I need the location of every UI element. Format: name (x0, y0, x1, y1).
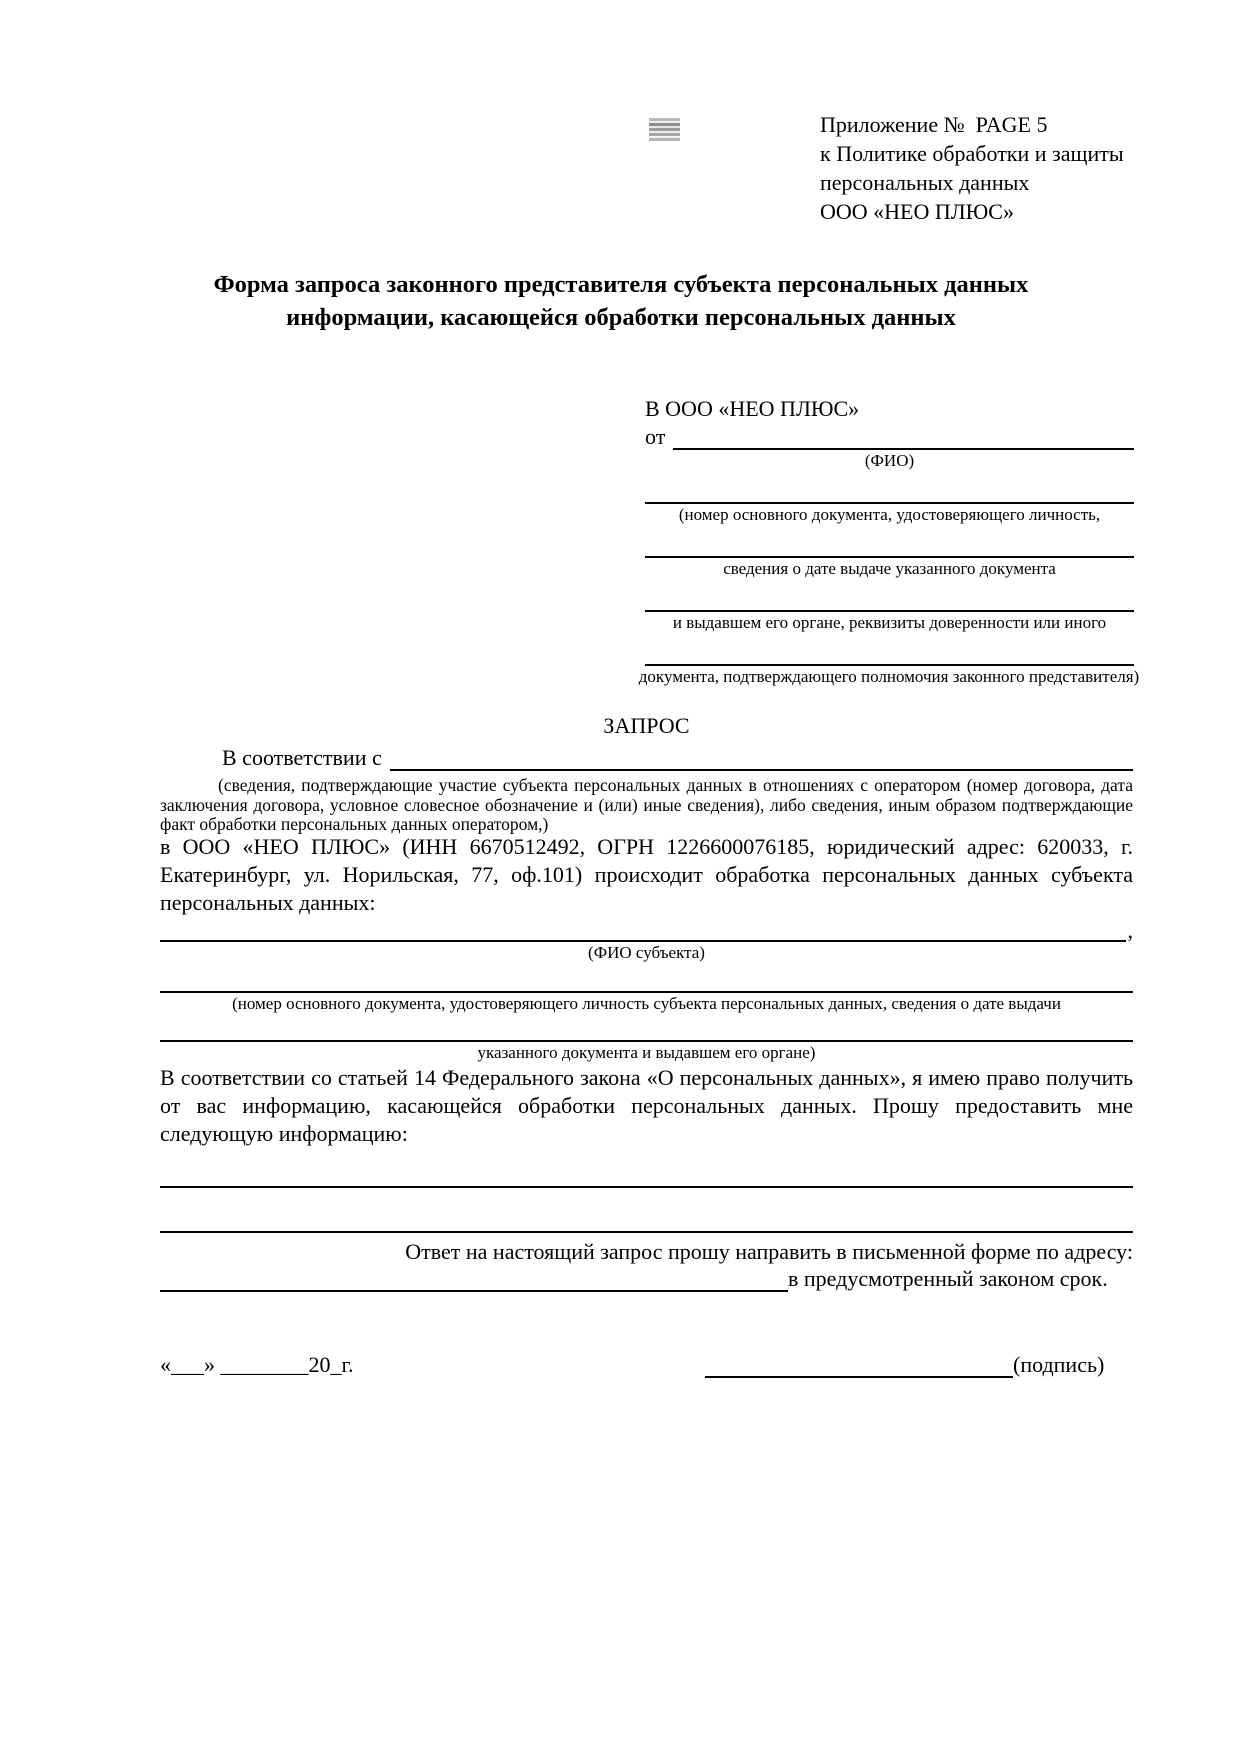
caption-document-number: (номер основного документа, удостоверяющего личность, (678, 505, 1101, 524)
subject-doc-row (160, 970, 1133, 993)
caption-subject-fio: (ФИО субъекта) (588, 943, 705, 962)
blank-line-subject-document (160, 970, 1133, 993)
appendix-header-line: Приложение № PAGE 5 (820, 112, 1048, 137)
operator-paragraph: в ООО «НЕО ПЛЮС» (ИНН 6670512492, ОГРН 1226600076185, юридический адрес: 620033, г. Екатеринбург, ул. Норильская, 77, оф.101) происходит обработка персональных данных субъекта персональных данных: (160, 834, 1133, 915)
appendix-header-line: к Политике обработки и защиты (820, 141, 1124, 166)
signature-row (705, 1352, 1104, 1378)
blank-line-document-number (645, 478, 1134, 504)
blank-line-answer-address (160, 1267, 788, 1292)
basis-fine-print: (сведения, подтверждающие участие субъекта персональных данных в отношениях с оператором (номер договора, дата заключения договора, условное словесное обозначение и (или) иные сведения), либо сведения, иным образом подтверждающие факт обработки персональных данных оператором,) (160, 775, 1133, 834)
caption-signature: (подпись) (1013, 1352, 1105, 1377)
addressee-to: В ООО «НЕО ПЛЮС» (645, 396, 860, 421)
addressee-block (638, 396, 1140, 688)
form-title-line1: Форма запроса законного представителя субъекта персональных данных (213, 271, 1029, 298)
appendix-header-line: персональных данных (820, 170, 1030, 195)
caption-issue-date: сведения о дате выдаче указанного документа (723, 559, 1056, 578)
blank-line-issue-date (645, 532, 1134, 558)
request-heading: ЗАПРОС (603, 713, 690, 738)
caption-subject-document-2: указанного документа и выдавшем его органе) (477, 1043, 816, 1062)
blank-line-power-of-attorney (645, 640, 1134, 666)
subject-document-group-2 (160, 1019, 1133, 1064)
appendix-header (820, 110, 1180, 226)
trailing-comma: , (1127, 918, 1133, 943)
blank-line-issuing-authority (645, 586, 1134, 612)
answer-term-text: в предусмотренный законом срок. (788, 1266, 1108, 1291)
answer-request-line: Ответ на настоящий запрос прошу направить в письменной форме по адресу: (405, 1239, 1133, 1264)
embedded-image-icon (649, 118, 680, 144)
answer-address-row (160, 1266, 1133, 1292)
form-title (101, 268, 1141, 334)
intro-label: В соответствии с (222, 745, 382, 770)
blank-line-signature (705, 1354, 1013, 1378)
blank-line-requested-info-2 (160, 1211, 1133, 1233)
blank-line-subject-document-issuer (160, 1019, 1133, 1042)
from-label: от (645, 424, 666, 449)
caption-subject-document-1: (номер основного документа, удостоверяющего личность субъекта персональных данных, сведения о дате выдачи (232, 994, 1061, 1013)
form-title-line2: информации, касающейся обработки персональных данных (286, 304, 956, 331)
blank-line-requested-info-1 (160, 1166, 1133, 1188)
subject-fio-row (160, 920, 1133, 942)
caption-issuing-authority: и выдавшем его органе, реквизиты доверенности или иного (672, 613, 1107, 632)
blank-line-fio (673, 424, 1134, 450)
subject-doc-row (160, 1019, 1133, 1042)
caption-power-of-attorney: документа, подтверждающего полномочия законного представителя) (638, 667, 1140, 686)
date-line: «___» ________20_г. (160, 1352, 354, 1377)
blank-line-subject-fio (160, 920, 1126, 942)
appendix-header-line: ООО «НЕО ПЛЮС» (820, 199, 1014, 224)
addressee-from-row (645, 424, 1134, 450)
law-paragraph: В соответствии со статьей 14 Федерального закона «О персональных данных», я имею право получить от вас информацию, касающейся обработки персональных данных. Прошу предоставить мне следующую информацию: (160, 1065, 1133, 1146)
blank-line-basis (390, 745, 1133, 771)
caption-fio: (ФИО) (864, 451, 915, 470)
request-intro-row (160, 745, 1133, 771)
subject-fio-group (160, 920, 1133, 964)
subject-document-group-1 (160, 970, 1133, 1015)
